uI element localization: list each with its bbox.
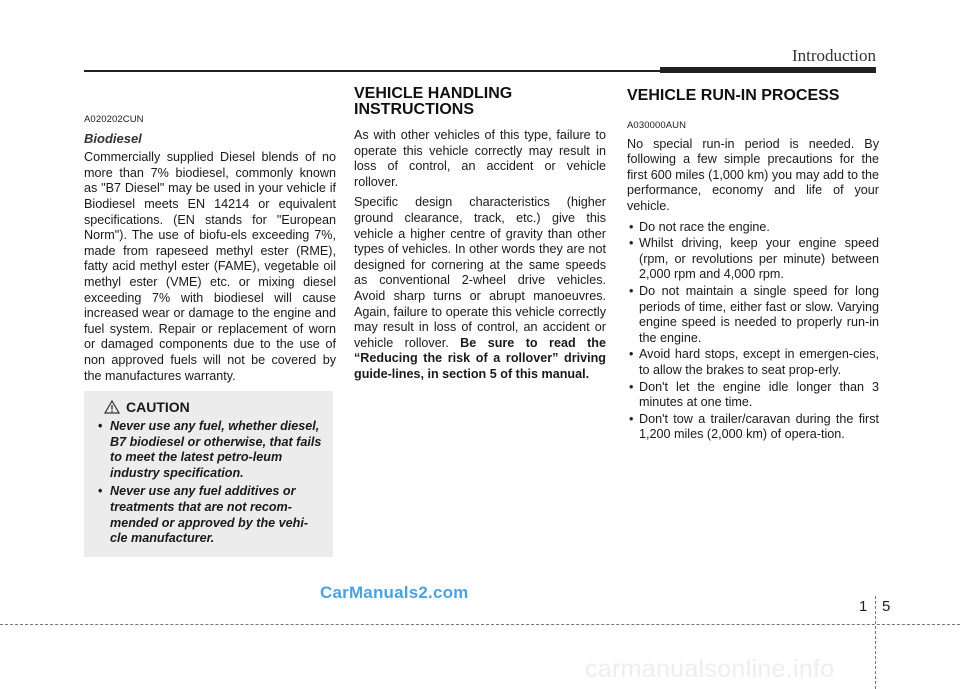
- runin-item: • Don't tow a trailer/caravan during the first 1,200 miles (2,000 km) of opera-tion.: [627, 412, 879, 443]
- caution-item: • Never use any fuel, whether diesel, B7 biodiesel or otherwise, that fails to meet the latest petro-leum industry specification.: [98, 419, 323, 481]
- runin-item: • Do not race the engine.: [627, 220, 879, 236]
- handling-rollover-note: Be sure to read the “Reducing the risk of a rollover” driving guide-lines, in section 5 of this manual.: [354, 335, 606, 381]
- runin-code: A030000AUN: [627, 120, 687, 131]
- biodiesel-body: Commercially supplied Diesel blends of no more than 7% biodiesel, commonly known as "B7 Diesel" may be used in your vehicle if Biodiesel meets EN 14214 or equivalent specifications. (EN stands for "European Norm"). The use of biofu-els exceeding 7%, made from rapeseed methyl ester (RME), fatty acid methyl ester (FAME), vegetable oil methyl ester (VME) etc. or mixing diesel exceeding 7% with biodiesel will cause increased wear or damage to the engine and fuel system. Repair or replacement of worn or damaged components due to the use of non approved fuels will not be covered by the manufactures warranty.: [84, 150, 336, 383]
- caution-box: [84, 391, 333, 557]
- handling-column: [354, 82, 606, 388]
- handling-paragraph-2: [354, 195, 606, 382]
- runin-title: VEHICLE RUN-IN PROCESS: [627, 87, 840, 104]
- page-number-divider: [875, 596, 876, 689]
- footer-site-watermark: carmanualsonline.info: [585, 655, 835, 683]
- biodiesel-subtitle: Biodiesel: [84, 130, 142, 146]
- header-rule-accent: [660, 67, 876, 73]
- handling-paragraph-2-text: Specific design characteristics (higher ground clearance, track, etc.) give this vehicle a higher centre of gravity than other types of vehicles. In other words they are not designed for cornering at the same speeds as conventional 2-wheel drive vehicles. Avoid sharp turns or abrupt manoeuvres. Again, failure to operate this vehicle correctly may result in loss of control, an accident or vehicle rollover.: [354, 195, 606, 350]
- runin-item: • Avoid hard stops, except in emergen-cies, to allow the brakes to seat prop-erly.: [627, 347, 879, 378]
- chapter-number: 1: [859, 598, 868, 615]
- watermark-link[interactable]: CarManuals2.com: [320, 583, 469, 602]
- caution-list: [98, 419, 323, 547]
- biodiesel-code: A020202CUN: [84, 114, 144, 125]
- caution-title: CAUTION: [126, 399, 190, 415]
- biodiesel-column: [84, 82, 336, 389]
- handling-title: VEHICLE HANDLING INSTRUCTIONS: [354, 85, 513, 118]
- page-number: 5: [882, 598, 891, 615]
- runin-column: [627, 82, 879, 444]
- section-title: Introduction: [791, 46, 876, 65]
- warning-triangle-icon: [104, 400, 120, 414]
- caution-header: [104, 399, 323, 415]
- runin-item: • Don't let the engine idle longer than 3 minutes at one time.: [627, 380, 879, 411]
- runin-list: [627, 220, 879, 443]
- runin-intro: No special run-in period is needed. By following a few simple precautions for the first 600 miles (1,000 km) you may add to the performance, economy and life of your vehicle.: [627, 136, 879, 213]
- footer-rule: [0, 624, 960, 625]
- handling-paragraph-1: As with other vehicles of this type, failure to operate this vehicle correctly may result in loss of control, an accident or vehicle rollover.: [354, 128, 606, 189]
- runin-item: • Whilst driving, keep your engine speed (rpm, or revolutions per minute) between 2,000 rpm and 4,000 rpm.: [627, 236, 879, 283]
- caution-item: • Never use any fuel additives or treatments that are not recom-mended or approved by the vehi-cle manufacturer.: [98, 484, 323, 546]
- runin-item: • Do not maintain a single speed for long periods of time, either fast or slow. Varying engine speed is needed to properly run-in the engine.: [627, 284, 879, 346]
